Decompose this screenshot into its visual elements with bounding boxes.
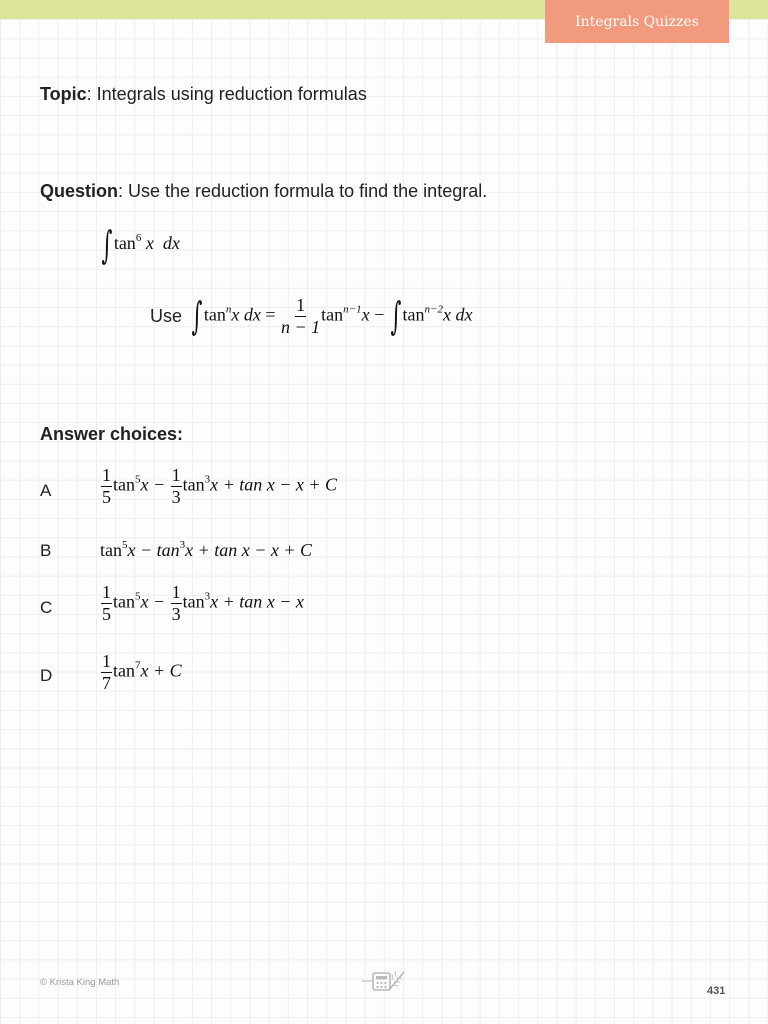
use-label: Use <box>150 305 183 326</box>
question-text: : Use the reduction formula to find the integral. <box>118 181 488 201</box>
question-line <box>40 181 487 202</box>
topic-text: : Integrals using reduction formulas <box>86 84 367 104</box>
question-label: Question <box>40 181 119 201</box>
choice-b-expression[interactable]: $\tan^5x - \tan^3x + \tan x - x + C$ <box>100 539 313 560</box>
reduction-formula: Use $\int\tan^nx$ dx = $\frac{1}{n - 1}$ $\tan^{n-1}x - \int\tan^{n-2}x$ dx <box>150 294 473 339</box>
choice-d-letter[interactable]: D <box>40 666 53 685</box>
topic-line <box>40 84 367 105</box>
target-integral: $\int\tan^6$ x dx <box>101 223 180 267</box>
topic-label: Topic <box>40 84 87 104</box>
calculator-logo-icon <box>362 968 408 999</box>
choice-a-expression[interactable]: $\frac{1}{5}$ $\tan^5x$ − $\frac{1}{3}$ $\tan^3x + \tan x - x + C$ <box>102 465 338 507</box>
copyright-text: © Krista King Math <box>40 977 120 988</box>
choice-c-letter[interactable]: C <box>40 598 53 617</box>
integral-sign: ∫ <box>101 223 113 267</box>
page-number: 431 <box>707 985 726 997</box>
section-tab: Integrals Quizzes <box>545 0 729 43</box>
formula-fraction: $\frac{1}{n - 1}$ <box>280 295 321 337</box>
choice-a-letter[interactable]: A <box>40 481 52 500</box>
answer-choices-heading: Answer choices: <box>40 424 184 444</box>
choice-b-letter[interactable]: B <box>40 541 52 560</box>
choice-d-expression[interactable]: $\frac{1}{7}$ $\tan^7x + C$ <box>102 651 182 693</box>
choice-c-expression[interactable]: $\frac{1}{5}$ $\tan^5x$ − $\frac{1}{3}$ $\tan^3x + \tan x - x$ <box>102 582 304 624</box>
